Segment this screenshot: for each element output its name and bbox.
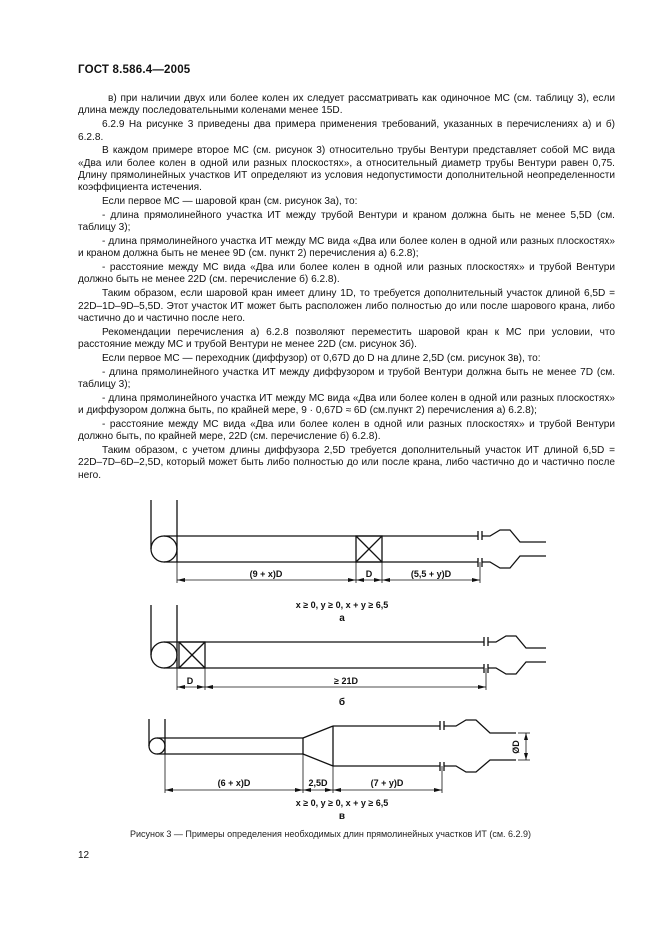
figure-c (149, 719, 530, 822)
subfigure-label: а (339, 613, 345, 624)
paragraph: 6.2.9 На рисунке 3 приведены два примера применения требований, указанных в перечислениях а) и б) 6.2.8. (78, 119, 615, 143)
paragraph: Рекомендации перечисления а) 6.2.8 позволяют переместить шаровой кран к МС при условии, что расстояние между МС и трубой Вентури не менее 22D (см. рисунок 3б). (78, 326, 615, 351)
figure-a (151, 500, 546, 624)
figure-b (151, 605, 546, 708)
dimension-label: (5,5 + y)D (410, 569, 452, 579)
paragraph: Если первое МС — шаровой кран (см. рисунок 3а), то: (102, 196, 358, 208)
diameter-label: ØD (511, 740, 521, 754)
paragraph: - длина прямолинейного участка ИТ между МС вида «Два или более колен в одной или разных плоскостях» и краном должна быть не менее 9D (см. пункт 2) перечисления а) 6.2.8); (78, 235, 615, 260)
dimension-label: (7 + y)D (370, 778, 404, 788)
dimension-label: 2,5D (308, 778, 328, 788)
paragraph: Таким образом, если шаровой кран имеет длину 1D, то требуется дополнительный участок длиной 6,5D = 22D–1D–9D–5,5D. Этот участок ИТ может быть расположен либо полностью до или после шарового крана, либо частично до и частично после него. (78, 288, 615, 324)
paragraph: - длина прямолинейного участка ИТ между МС вида «Два или более колен в одной или разных плоскостях» и диффузором должна быть, по крайней мере, 9 · 0,67D ≈ 6D (см.пункт 2) перечисления а) 6.2.8); (78, 392, 615, 417)
paragraph: Если первое МС — переходник (диффузор) от 0,67D до D на длине 2,5D (см. рисунок 3в), то: (102, 352, 541, 364)
dimension-label: ≥ 21D (334, 676, 358, 686)
subfigure-label: б (338, 697, 346, 708)
page-number: 12 (78, 850, 90, 861)
document-header: ГОСТ 8.586.4—2005 (78, 64, 191, 76)
paragraph: Таким образом, с учетом длины диффузора 2,5D требуется дополнительный участок ИТ длиной 6,5D = 22D–7D–6D–2,5D, который может быть либо полностью до или после крана, либо частично до и частично после него. (78, 444, 615, 481)
paragraph: в) при наличии двух или более колен их следует рассматривать как одиночное МС (см. таблицу 3), если длина между последовательными коленами менее 15D. (78, 93, 615, 117)
paragraph: - расстояние между МС вида «Два или более колен в одной или разных плоскостях» и трубой Вентури должно быть, по крайней мере, 22D (см. перечисление б) 6.2.8). (78, 418, 615, 443)
paragraph: - длина прямолинейного участка ИТ между диффузором и трубой Вентури должна быть не менее 7D (см. таблицу 3); (78, 366, 615, 390)
figure-caption: Рисунок 3 — Примеры определения необходимых длин прямолинейных участков ИТ (см. 6.2.9) (129, 829, 532, 839)
paragraph: - длина прямолинейного участка ИТ между трубой Вентури и краном должна быть не менее 5,5D (см. таблицу 3); (78, 209, 615, 234)
dimension-label: D (365, 569, 373, 579)
dimension-label: D (186, 676, 194, 686)
dimension-label: (6 + x)D (217, 778, 251, 788)
paragraph: В каждом примере второе МС (см. рисунок 3) относительно трубы Вентури представляет собой МС вида «Два или более колен в одной или разных плоскостях», а относительный диаметр трубы Вентури равен 0,75. Длину прямолинейных участков ИТ определяют из условия недопустимости дополнительной неопределенности коэффициента истечения. (78, 145, 615, 194)
condition-label: x ≥ 0, y ≥ 0, x + y ≥ 6,5 (295, 600, 389, 610)
dimension-label: (9 + x)D (249, 569, 283, 579)
paragraph: - расстояние между МС вида «Два или более колен в одной или разных плоскостях» и трубой Вентури должно быть не менее 22D (см. перечисление б) 6.2.8). (78, 262, 615, 286)
subfigure-label: в (338, 811, 346, 822)
condition-label: x ≥ 0, y ≥ 0, x + y ≥ 6,5 (295, 798, 389, 808)
